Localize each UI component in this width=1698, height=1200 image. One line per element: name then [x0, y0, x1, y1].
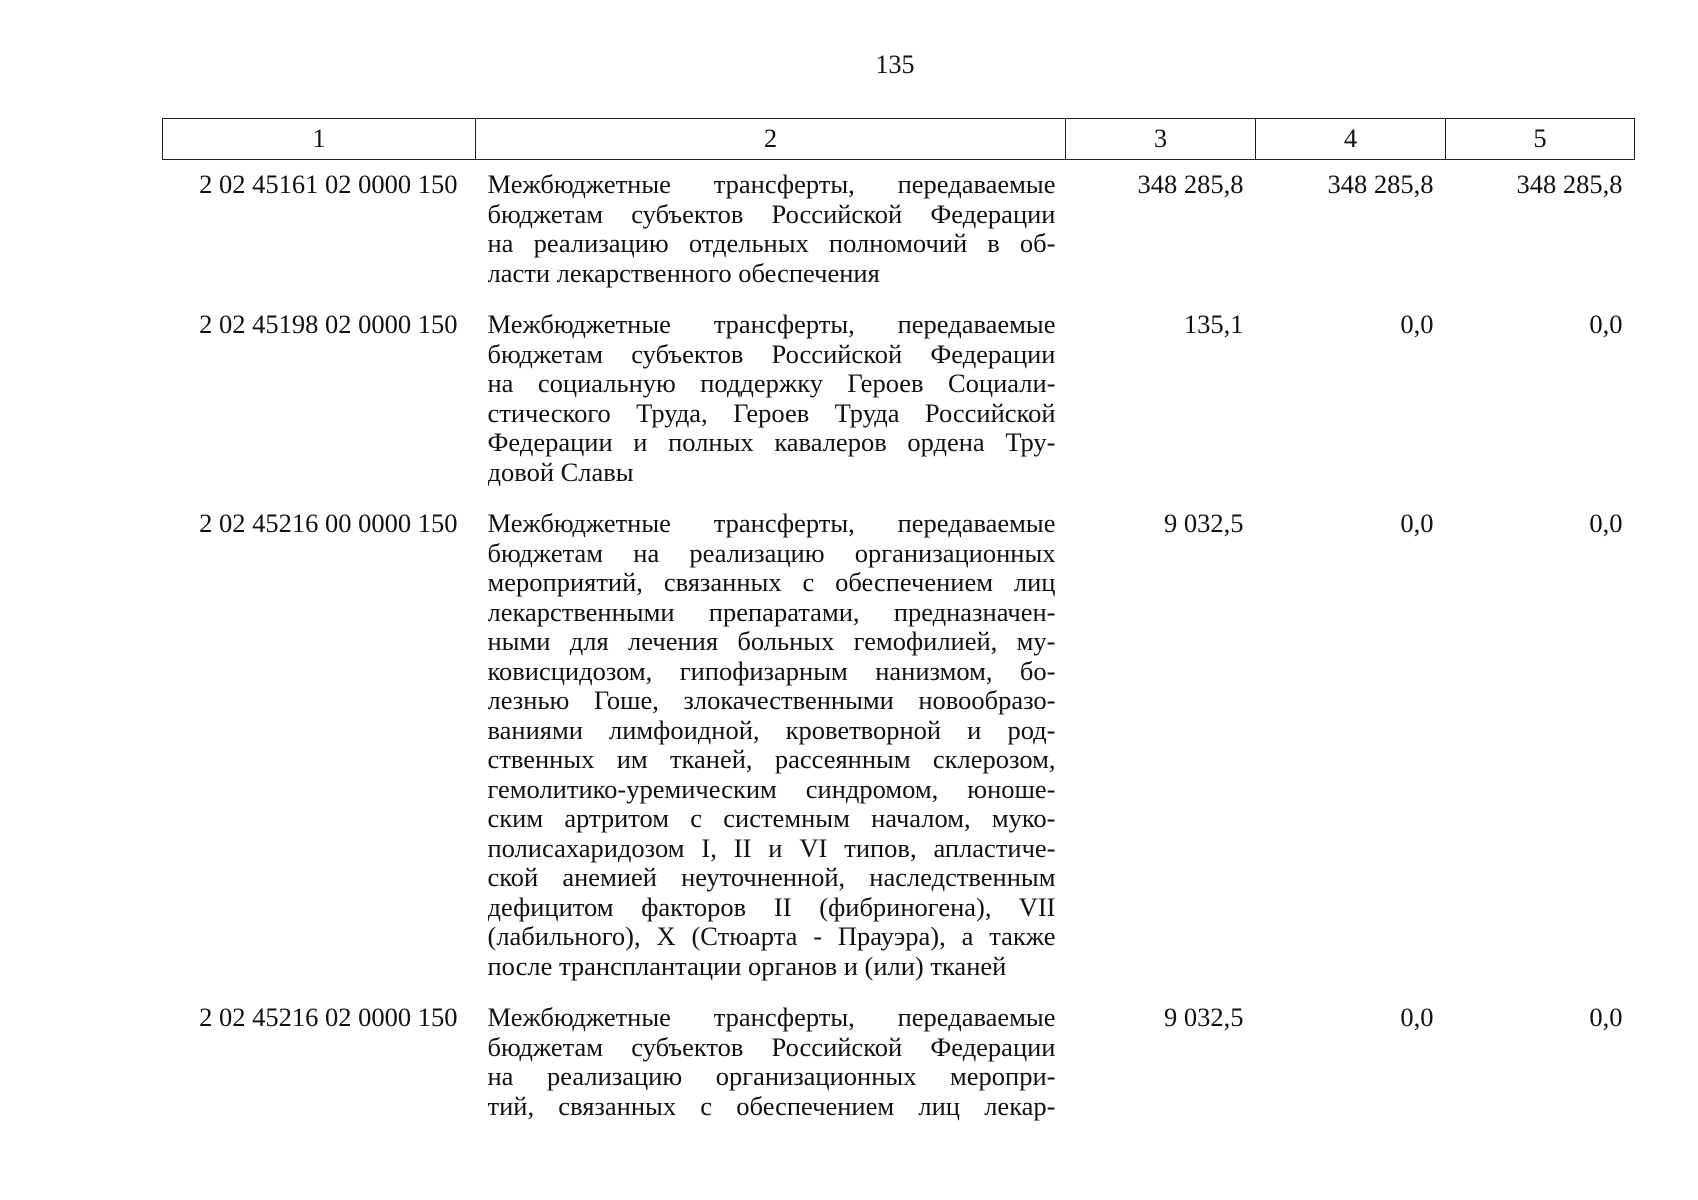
- description-line: ственных им тканей, рассеянным склерозом,: [487, 745, 1056, 774]
- column-header-5: 5: [1446, 119, 1635, 160]
- description-line: на социальную поддержку Героев Социали-: [487, 369, 1056, 398]
- table-row: [163, 993, 1635, 1133]
- description-line: полисахаридозом I, II и VI типов, апластиче-: [487, 833, 1056, 863]
- column-header-4: 4: [1256, 119, 1446, 160]
- description-line: мероприятий, связанных с обеспечением лиц: [487, 568, 1056, 597]
- description-line: лезнью Гоше, злокачественными новообразо-: [487, 686, 1056, 715]
- amount-col-4: 0,0: [1400, 309, 1434, 339]
- transfer-description: [476, 499, 1066, 993]
- description-line: бюджетам на реализацию организационных: [487, 538, 1056, 568]
- transfer-description: [476, 160, 1066, 301]
- description-line: бюджетам субъектов Российской Федерации: [487, 339, 1056, 369]
- description-line: стического Труда, Героев Труда Российской: [487, 398, 1056, 428]
- table-row: [163, 499, 1635, 993]
- description-line: ским артритом с системным началом, муко-: [487, 804, 1056, 833]
- amount-col-5: 0,0: [1589, 1002, 1623, 1032]
- description-line: лекарственными препаратами, предназначен-: [487, 597, 1056, 627]
- description-line: на реализацию организационных меропри-: [487, 1062, 1056, 1091]
- description-line: Межбюджетные трансферты, передаваемые: [487, 310, 1056, 339]
- amount-col-3: 9 032,5: [1164, 508, 1244, 538]
- budget-code: 2 02 45198 02 0000 150: [199, 309, 458, 339]
- table-row: [163, 160, 1635, 301]
- table-row: [163, 300, 1635, 499]
- description-line: ской анемией неуточненной, наследственным: [487, 863, 1056, 892]
- description-line: гемолитико-уремическим синдромом, юноше-: [487, 774, 1056, 804]
- budget-table: [162, 118, 1635, 1133]
- description-line: ласти лекарственного обеспечения: [487, 258, 880, 288]
- description-line: Межбюджетные трансферты, передаваемые: [487, 1003, 1056, 1032]
- column-header-3: 3: [1066, 119, 1256, 160]
- budget-code: 2 02 45216 02 0000 150: [199, 1002, 458, 1032]
- description-line: ными для лечения больных гемофилией, му-: [487, 627, 1056, 656]
- budget-code: 2 02 45161 02 0000 150: [199, 169, 458, 199]
- description-line: Межбюджетные трансферты, передаваемые: [487, 509, 1056, 538]
- budget-code: 2 02 45216 00 0000 150: [199, 508, 458, 538]
- column-header-2: 2: [476, 119, 1066, 160]
- column-header-1: 1: [163, 119, 476, 160]
- description-line: бюджетам субъектов Российской Федерации: [487, 199, 1056, 229]
- description-line: ваниями лимфоидной, кроветворной и род-: [487, 715, 1056, 745]
- amount-col-3: 348 285,8: [1137, 169, 1244, 199]
- transfer-description: [476, 993, 1066, 1133]
- amount-col-3: 135,1: [1183, 309, 1244, 339]
- description-line: бюджетам субъектов Российской Федерации: [487, 1032, 1056, 1062]
- description-line: (лабильного), X (Стюарта - Прауэра), а также: [487, 922, 1056, 951]
- amount-col-5: 348 285,8: [1516, 169, 1623, 199]
- amount-col-5: 0,0: [1589, 309, 1623, 339]
- table-header-row: [163, 119, 1635, 160]
- description-line: Федерации и полных кавалеров ордена Тру-: [487, 428, 1056, 457]
- description-line: на реализацию отдельных полномочий в об-: [487, 229, 1056, 258]
- amount-col-3: 9 032,5: [1164, 1002, 1244, 1032]
- description-line: ковисцидозом, гипофизарным нанизмом, бо-: [487, 656, 1056, 686]
- amount-col-5: 0,0: [1589, 508, 1623, 538]
- description-line: тий, связанных с обеспечением лиц лекар-: [487, 1091, 1056, 1121]
- page-number: 135: [875, 50, 915, 79]
- amount-col-4: 0,0: [1400, 508, 1434, 538]
- description-line: дефицитом факторов II (фибриногена), VII: [487, 892, 1056, 922]
- amount-col-4: 348 285,8: [1327, 169, 1434, 199]
- transfer-description: [476, 300, 1066, 499]
- description-line: Межбюджетные трансферты, передаваемые: [487, 170, 1056, 199]
- description-line: довой Славы: [487, 457, 634, 487]
- description-line: после трансплантации органов и (или) тканей: [487, 951, 1007, 981]
- amount-col-4: 0,0: [1400, 1002, 1434, 1032]
